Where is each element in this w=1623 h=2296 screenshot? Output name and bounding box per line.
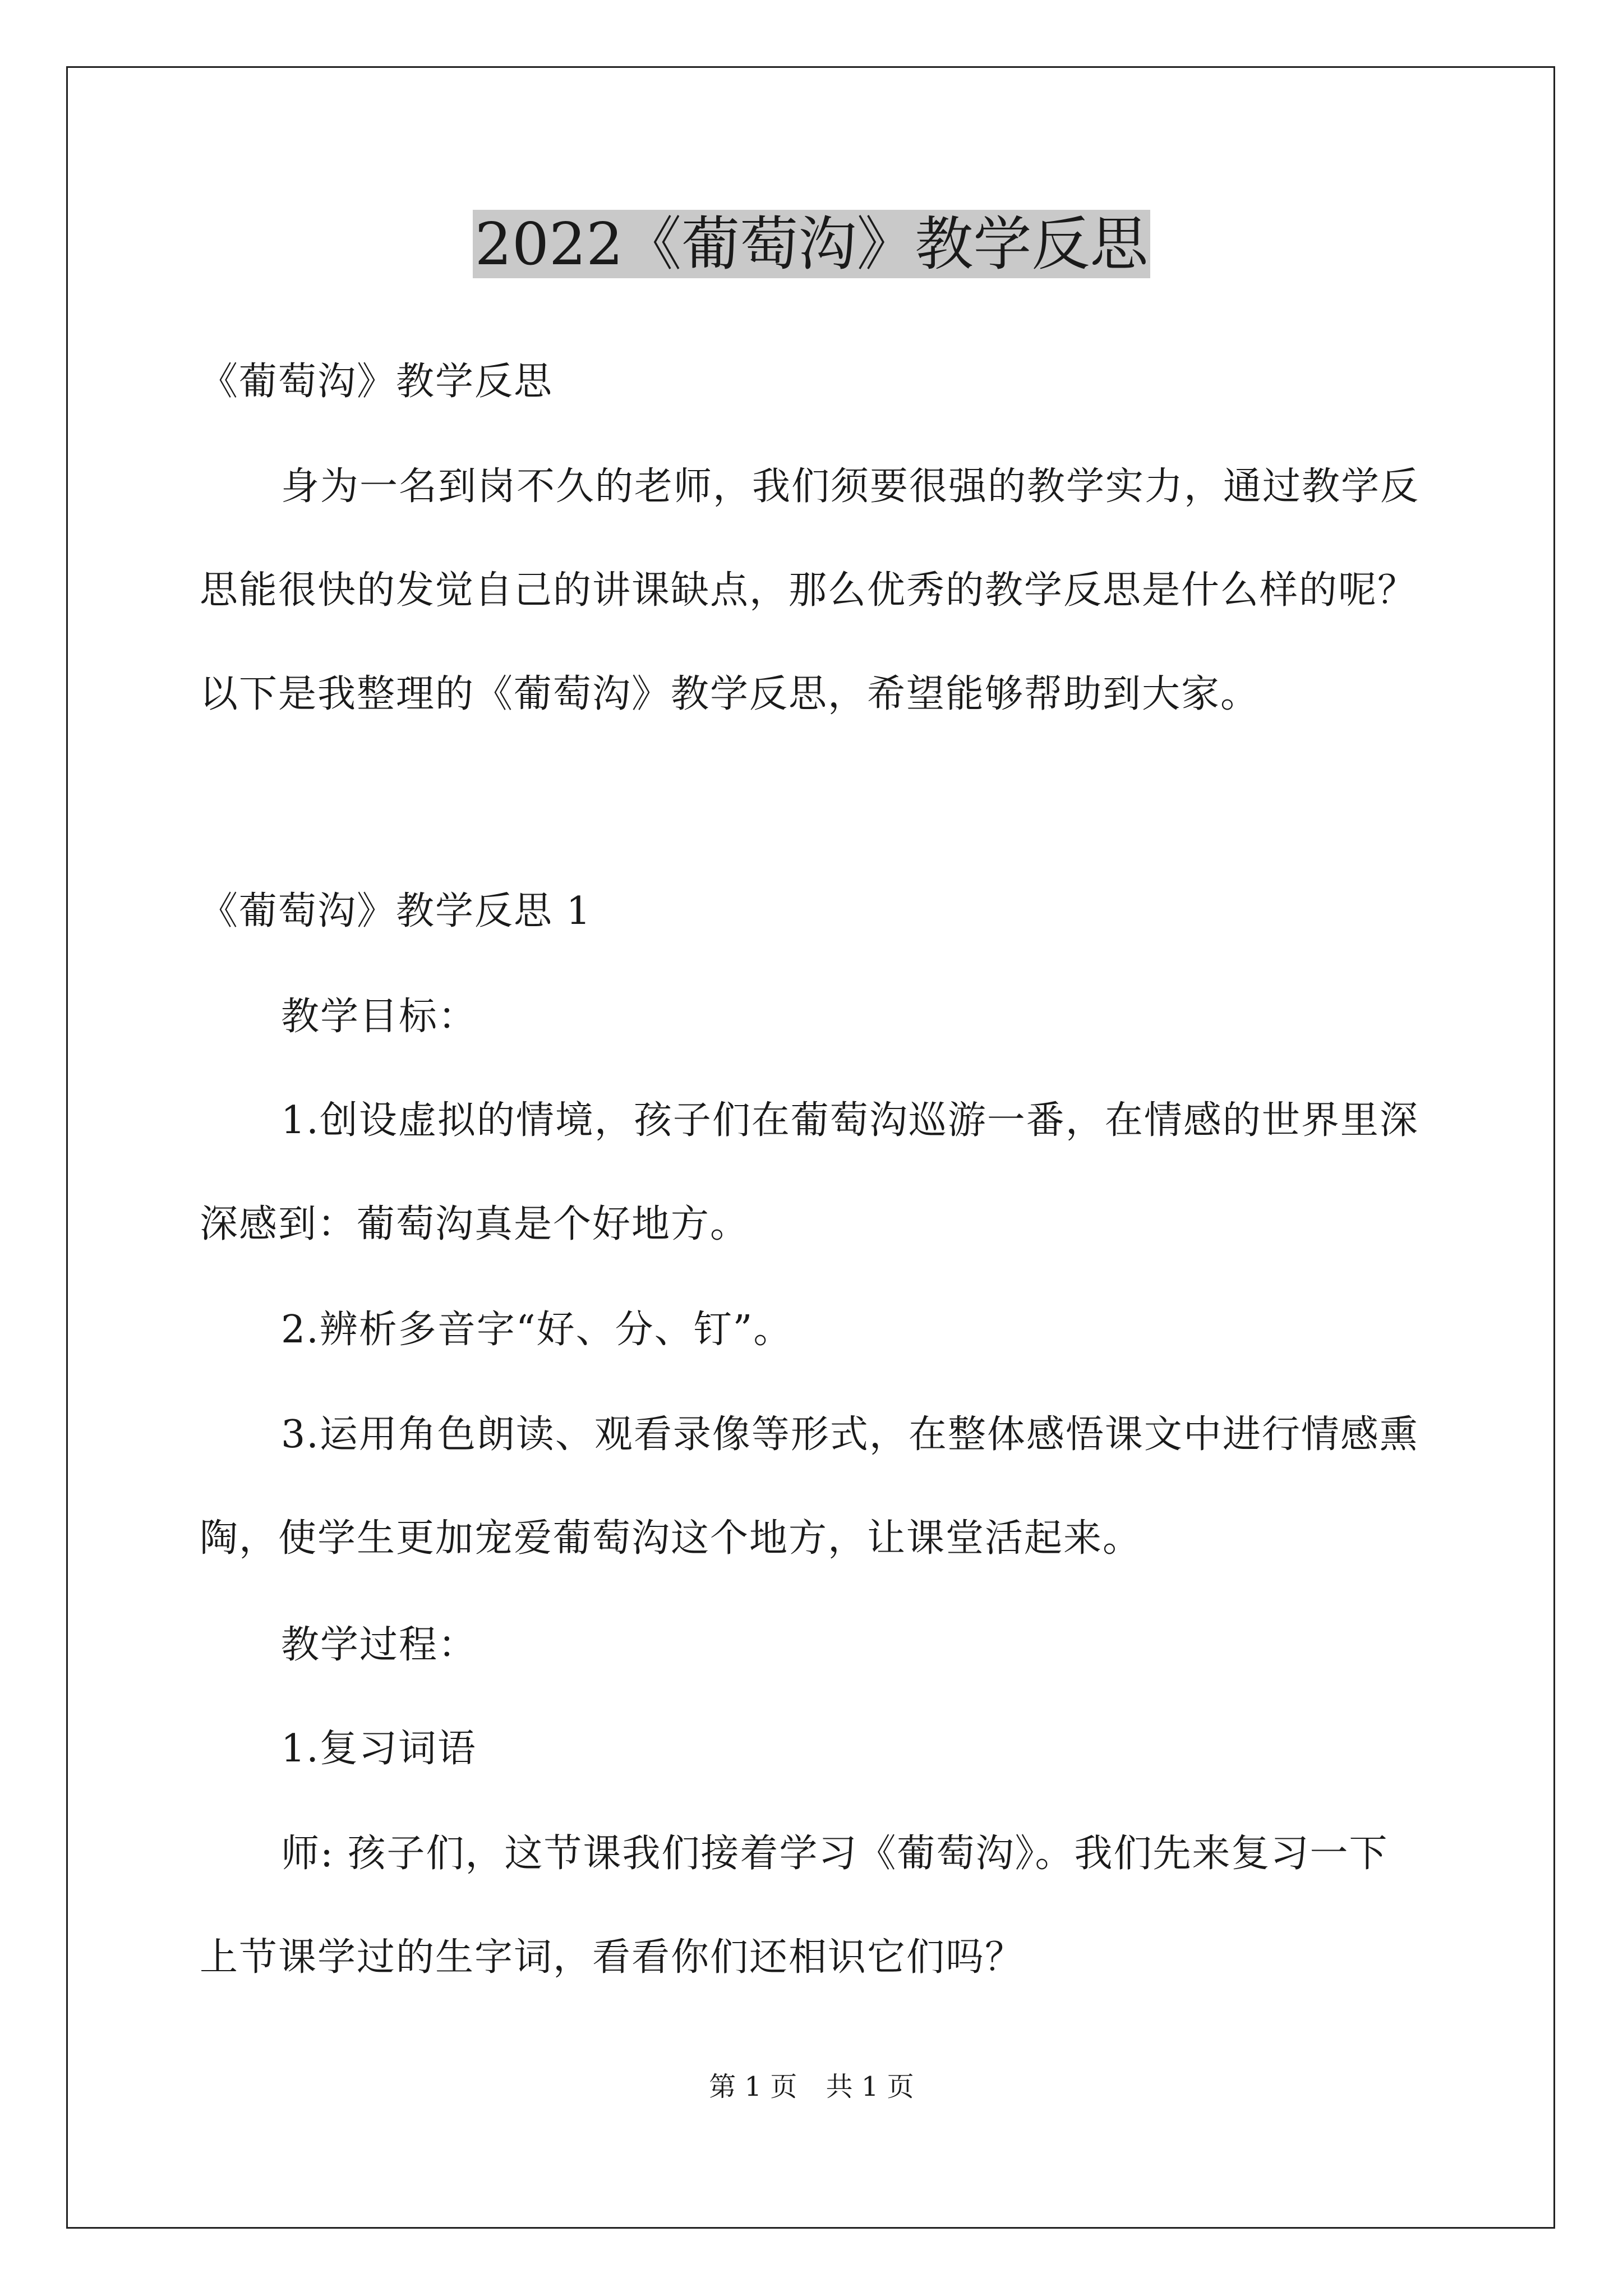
intro-paragraph: 身为一名到岗不久的老师，我们须要很强的教学实力，通过教学反思能很快的发觉自己的讲课缺点，那么优秀的教学反思是什么样的呢？以下是我整理的《葡萄沟》教学反思，希望能够帮助到大家。 [200, 464, 1420, 716]
goal-item-1: 1.创设虚拟的情境，孩子们在葡萄沟巡游一番，在情感的世界里深深感到：葡萄沟真是个好地方。 [200, 1098, 1419, 1246]
section-heading: 《葡萄沟》教学反思 1 [200, 889, 592, 933]
page-number: 第 1 页 [709, 2071, 797, 2102]
page-footer [0, 2070, 1623, 2104]
subtitle-paragraph: 《葡萄沟》教学反思 [200, 360, 554, 404]
goal-item-2: 2.辨析多音字“好、分、钉”。 [281, 1308, 793, 1352]
process-heading: 教学过程： [281, 1623, 478, 1667]
process-step-1: 1.复习词语 [281, 1727, 477, 1771]
goals-heading: 教学目标： [281, 995, 478, 1039]
page-total: 共 1 页 [826, 2071, 914, 2102]
document-title: 2022《葡萄沟》教学反思 [0, 205, 1623, 283]
teacher-dialogue: 师: 孩子们，这节课我们接着学习《葡萄沟》。我们先来复习一下上节课学过的生字词，看看你们还相识它们吗？ [200, 1832, 1389, 1980]
goal-item-3: 3.运用角色朗读、观看录像等形式，在整体感悟课文中进行情感熏陶，使学生更加宠爱葡萄沟这个地方，让课堂活起来。 [200, 1412, 1419, 1561]
